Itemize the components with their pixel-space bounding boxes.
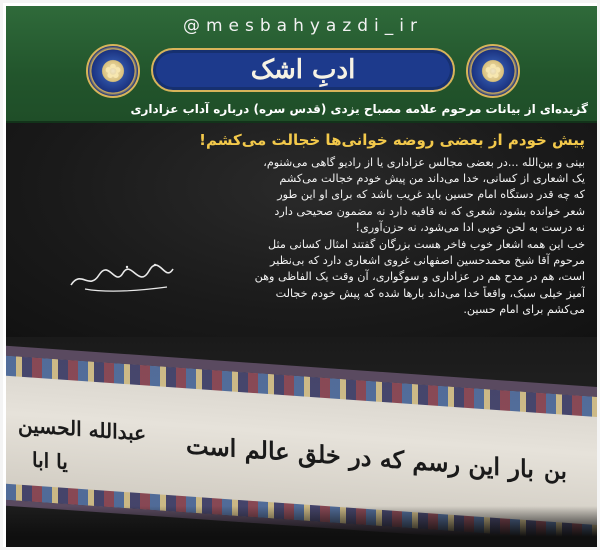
calligraphy-photo — [6, 337, 600, 550]
paragraph-line: مرحوم آقا شیخ محمدحسین اصفهانی غروی اشعاری دارد که بی‌نظیر — [270, 254, 585, 268]
paragraph-line: یک اشعاری از کسانی، خدا می‌داند من پیش خودم خجالت می‌کشم — [279, 172, 585, 186]
paragraph-line: است، هم در مدح هم در عزاداری و سوگواری، آن وقت یک الفاظی وهن — [254, 270, 585, 284]
paragraph-line: خب این همه اشعار خوب فاخر هست بزرگان گفتند امثال کسانی مثل — [267, 238, 585, 251]
social-handle: @mesbahyazdi_ir — [183, 16, 423, 36]
paragraph-line: بینی و بین‌الله ...در بعضی مجالس عزاداری یا از رادیو گاهی می‌شنوم، — [263, 156, 585, 169]
paragraph-line: که چه قدر دستگاه امام حسین باید غریب باشد که برای او این طور — [277, 188, 585, 202]
calligraphy-text-left-1: عبدالله الحسین — [18, 412, 147, 446]
paragraph-line: نه درست به لحن خوبی ادا می‌شود، نه حزن‌آوری! — [355, 220, 585, 234]
article-body — [6, 123, 600, 337]
flower-ornament-icon: ✿ — [104, 59, 122, 83]
cloth-border-pattern — [6, 355, 600, 418]
article-headline: پیش خودم از بعضی روضه خوانی‌ها خجالت می‌کشم! — [199, 131, 585, 149]
calligraphy-text-left-2: یا ابا — [32, 447, 68, 475]
dark-ground — [6, 506, 600, 550]
ornament-medallion-right — [466, 44, 520, 98]
ornament-medallion-left — [86, 44, 140, 98]
calligraphy-text-right: بن — [544, 457, 567, 485]
paragraph-line: می‌کشم برای امام حسین. — [463, 302, 585, 316]
paragraph-line: آمیز خیلی سبک، واقعاً خدا می‌داند بارها شده که پیش خودم خجالت — [275, 286, 585, 300]
calligraphy-text-main: بار این رسم که در خلق عالم است — [186, 430, 534, 484]
paragraph-1 — [22, 155, 585, 236]
banner-title: ادبِ اشک — [250, 55, 356, 85]
header-banner — [6, 6, 600, 123]
handwritten-signature — [67, 261, 177, 295]
flower-ornament-icon: ✿ — [484, 59, 502, 83]
title-banner — [151, 48, 455, 92]
paragraph-line: شعر خوانده بشود، شعری که نه قافیه دارد نه مضمون صحیحی دارد — [274, 204, 585, 218]
header-subtitle: گزیده‌ای از بیانات مرحوم علامه مصباح یزدی (قدس سره) درباره آداب عزاداری — [130, 102, 588, 116]
